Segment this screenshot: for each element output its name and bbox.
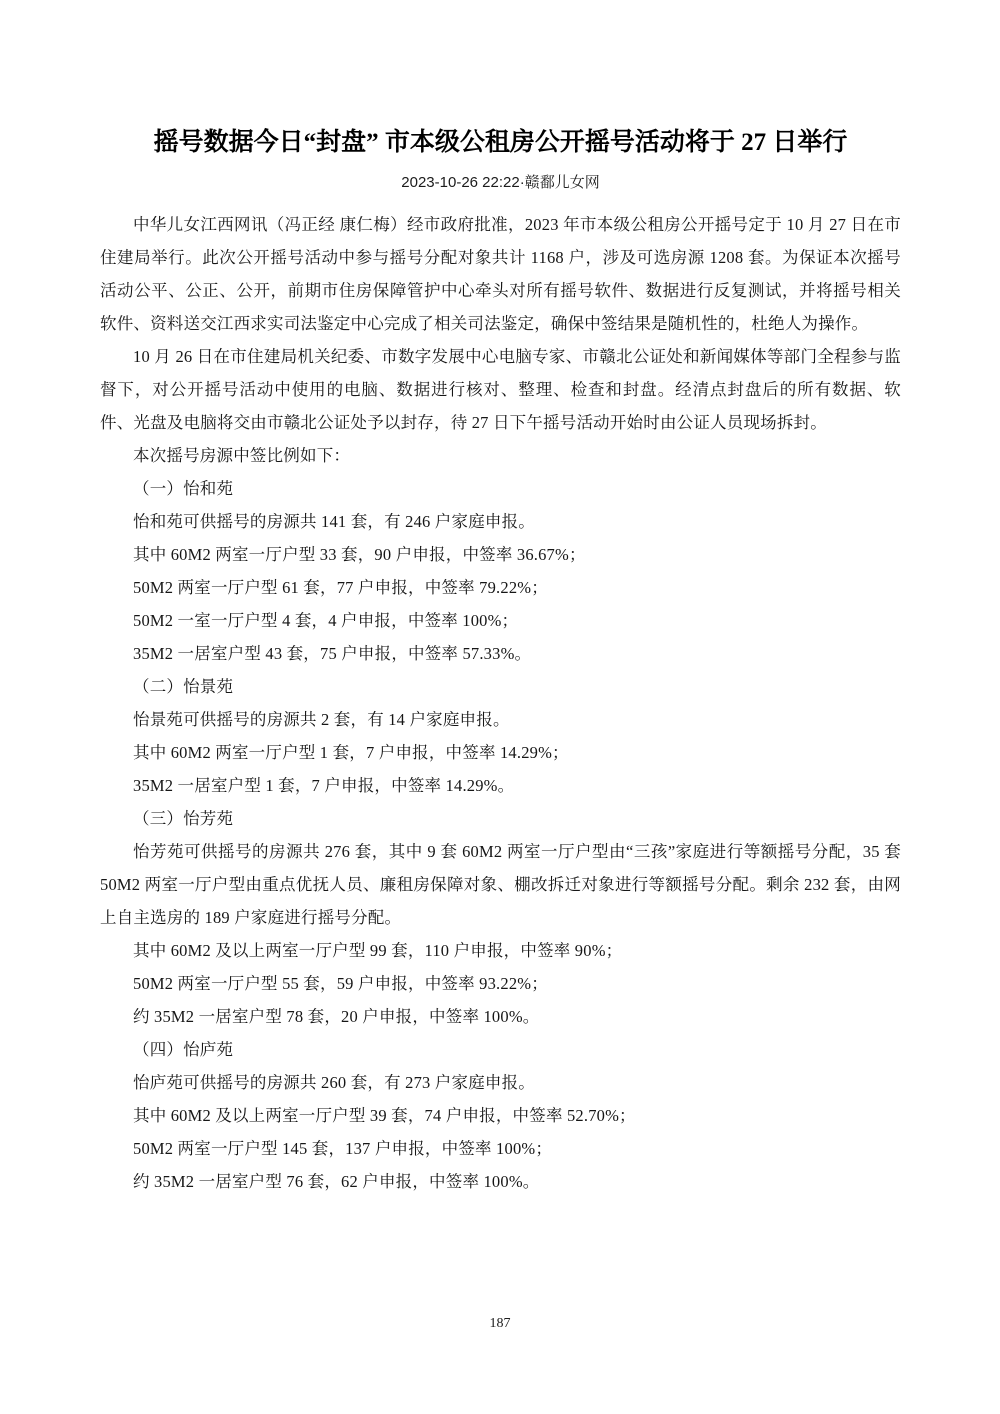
article [100,126,901,1198]
article-title: 摇号数据今日“封盘” 市本级公租房公开摇号活动将于 27 日举行 [153,129,848,156]
section-heading: （三）怡芳苑 [133,809,234,828]
body-paragraph: 约 35M2 一居室户型 78 套，20 户申报，中签率 100%。 [133,1007,540,1026]
body-paragraph: 约 35M2 一居室户型 76 套，62 户申报，中签率 100%。 [133,1172,540,1191]
body-paragraph: 怡庐苑可供摇号的房源共 260 套，有 273 户家庭申报。 [133,1073,535,1092]
section-heading: （二）怡景苑 [133,677,234,696]
body-paragraph: 其中 60M2 及以上两室一厅户型 99 套，110 户申报，中签率 90%； [133,941,623,960]
body-paragraph: 10 月 26 日在市住建局机关纪委、市数字发展中心电脑专家、市赣北公证处和新闻媒体等部门全程参与监督下，对公开摇号活动中使用的电脑、数据进行核对、整理、检查和封盘。经清点封盘后的所有数据、软件、光盘及电脑将交由市赣北公证处予以封存，待 27 日下午摇号活动开始时由公证人员现场拆封。 [100,347,901,432]
body-paragraph: 其中 60M2 及以上两室一厅户型 39 套，74 户申报，中签率 52.70%； [133,1106,636,1125]
page-number: 187 [489,1316,511,1331]
section-heading: （四）怡庐苑 [133,1040,234,1059]
body-paragraph: 50M2 两室一厅户型 61 套，77 户申报，中签率 79.22%； [133,578,548,597]
body-paragraph: 中华儿女江西网讯（冯正经 康仁梅）经市政府批准，2023 年市本级公租房公开摇号定于 10 月 27 日在市住建局举行。此次公开摇号活动中参与摇号分配对象共计 1168 户，涉及可选房源 1208 套。为保证本次摇号活动公平、公正、公开，前期市住房保障管护中心牵头对所有摇号软件、数据进行反复测试，并将摇号相关软件、资料送交江西求实司法鉴定中心完成了相关司法鉴定，确保中签结果是随机性的，杜绝人为操作。 [100,215,901,333]
body-paragraph: 35M2 一居室户型 1 套，7 户申报，中签率 14.29%。 [133,776,515,795]
body-paragraph: 其中 60M2 两室一厅户型 33 套，90 户申报，中签率 36.67%； [133,545,586,564]
body-paragraph: 本次摇号房源中签比例如下： [133,446,351,465]
body-paragraph: 怡和苑可供摇号的房源共 141 套，有 246 户家庭申报。 [133,512,535,531]
body-paragraph: 35M2 一居室户型 43 套，75 户申报，中签率 57.33%。 [133,644,532,663]
article-dateline: 2023-10-26 22:22·赣鄱儿女网 [401,174,600,191]
body-paragraph: 50M2 一室一厅户型 4 套，4 户申报，中签率 100%； [133,611,519,630]
body-paragraph: 50M2 两室一厅户型 145 套，137 户申报，中签率 100%； [133,1139,553,1158]
body-paragraph: 其中 60M2 两室一厅户型 1 套，7 户申报，中签率 14.29%； [133,743,569,762]
section-heading: （一）怡和苑 [133,479,234,498]
body-paragraph: 50M2 两室一厅户型 55 套，59 户申报，中签率 93.22%； [133,974,548,993]
body-paragraph: 怡景苑可供摇号的房源共 2 套，有 14 户家庭申报。 [133,710,510,729]
body-paragraph: 怡芳苑可供摇号的房源共 276 套，其中 9 套 60M2 两室一厅户型由“三孩”家庭进行等额摇号分配，35 套 50M2 两室一厅户型由重点优抚人员、廉租房保障对象、棚改拆迁对象进行等额摇号分配。剩余 232 套，由网上自主选房的 189 户家庭进行摇号分配。 [100,842,901,927]
